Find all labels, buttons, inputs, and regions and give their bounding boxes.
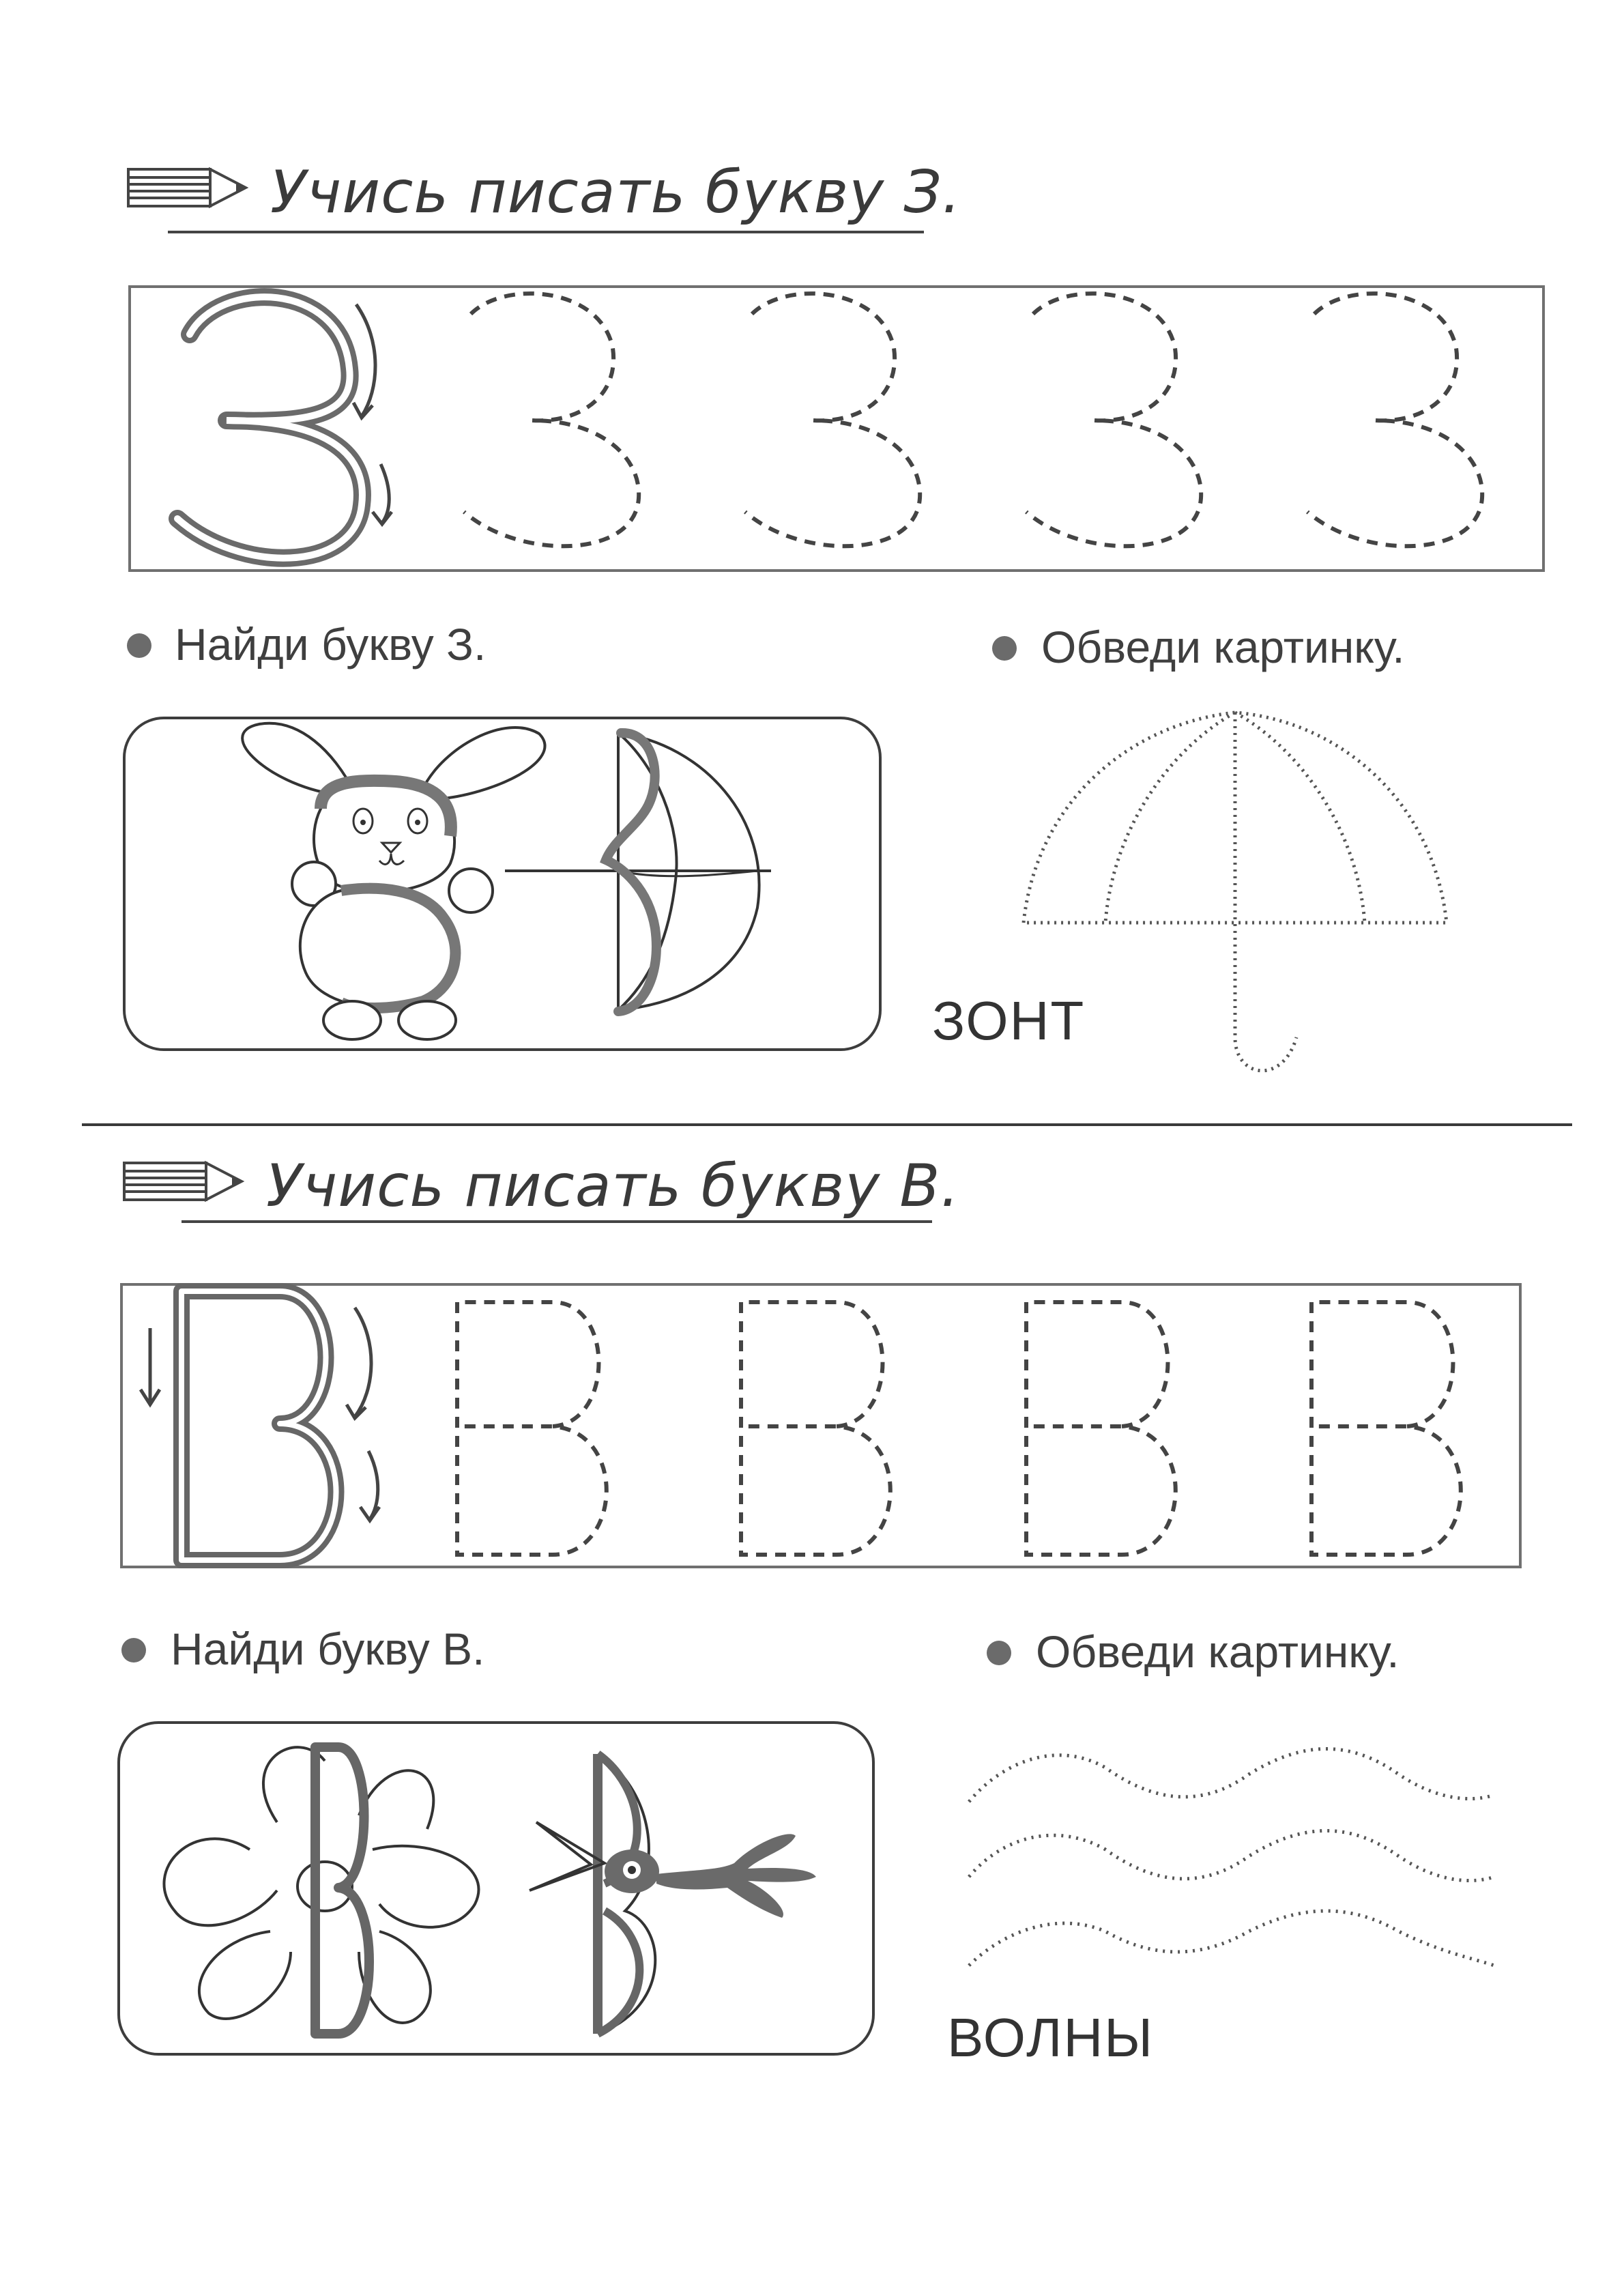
bird-icon xyxy=(530,1747,830,2041)
section-divider xyxy=(82,1123,1572,1126)
heading-underline xyxy=(182,1220,932,1223)
picture-word: ЗОНТ xyxy=(932,990,1086,1051)
flower-icon xyxy=(154,1733,509,2047)
dotted-letter-z-1 xyxy=(450,287,655,573)
dotted-letter-z-2 xyxy=(731,287,936,573)
pencil-icon xyxy=(128,164,251,212)
bullet-icon xyxy=(121,1638,146,1663)
dotted-letter-z-3 xyxy=(1013,287,1217,573)
find-letter-label: Найди букву В. xyxy=(171,1624,485,1674)
waves-icon xyxy=(962,1733,1501,1979)
picture-word: ВОЛНЫ xyxy=(947,2007,1155,2068)
bullet-icon xyxy=(127,633,151,658)
section-heading: Учись писать букву В. xyxy=(266,1152,960,1220)
dotted-letter-v-2 xyxy=(734,1295,925,1568)
trace-picture-label: Обведи картинку. xyxy=(1036,1626,1400,1677)
heading-underline xyxy=(168,231,924,233)
model-letter-v xyxy=(130,1287,416,1567)
pencil-icon xyxy=(124,1157,247,1205)
dotted-letter-v-3 xyxy=(1019,1295,1210,1568)
dotted-letter-z-4 xyxy=(1294,287,1498,573)
section-heading: Учись писать букву З. xyxy=(270,158,961,227)
bullet-icon xyxy=(987,1641,1011,1665)
model-letter-z xyxy=(164,287,423,573)
find-letter-label: Найди букву З. xyxy=(175,619,487,670)
dotted-letter-v-4 xyxy=(1305,1295,1496,1568)
trace-picture-label: Обведи картинку. xyxy=(1041,622,1405,672)
bullet-icon xyxy=(992,636,1017,661)
dotted-letter-v-1 xyxy=(450,1295,641,1568)
umbrella-icon xyxy=(484,723,785,1024)
